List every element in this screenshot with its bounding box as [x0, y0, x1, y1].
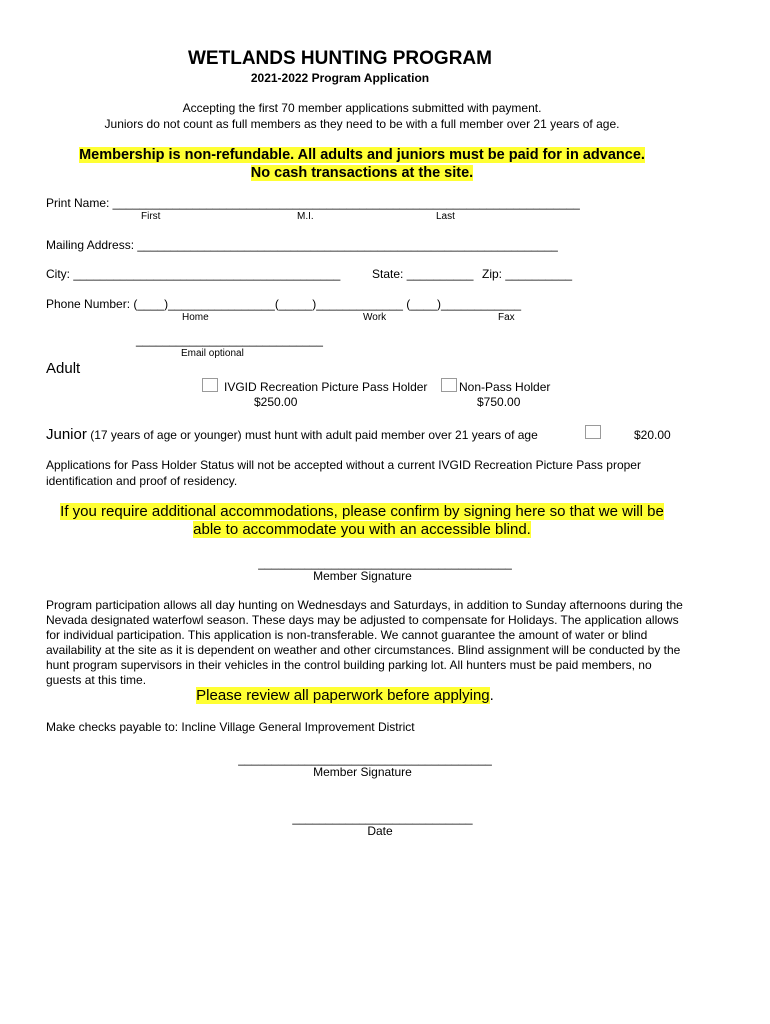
junior-price: $20.00 — [634, 428, 671, 442]
print-name-mi-label: M.I. — [297, 211, 314, 222]
junior-checkbox[interactable] — [585, 425, 601, 439]
pass-holder-label: IVGID Recreation Picture Pass Holder — [224, 380, 428, 394]
junior-description: (17 years of age or younger) must hunt with adult paid member over 21 years of age — [86, 428, 538, 442]
pass-holder-checkbox[interactable] — [202, 378, 218, 392]
page-subtitle: 2021-2022 Program Application — [250, 71, 430, 85]
print-name-first-label: First — [141, 211, 161, 222]
checks-payable: Make checks payable to: Incline Village General Improvement District — [46, 720, 415, 734]
print-name-last-label: Last — [436, 211, 455, 222]
notice-block — [0, 146, 724, 182]
page-title: WETLANDS HUNTING PROGRAM — [188, 48, 492, 69]
zip-field[interactable]: Zip: __________ — [482, 267, 573, 281]
non-pass-holder-label: Non-Pass Holder — [459, 380, 551, 394]
pass-note-line-2: identification and proof of residency. — [46, 474, 238, 488]
accommodation-block — [0, 503, 724, 539]
print-name-field[interactable]: Print Name: ______________________________________________________________________ — [46, 196, 580, 210]
member-signature-1-line[interactable]: ______________________________________ — [258, 556, 512, 570]
program-description: Program participation allows all day hunting on Wednesdays and Saturdays, in addition to Sunday afternoons during the Nevada designated waterfowl season. These days may be adjusted to compensate for Holidays. The application allows for individual participation. This application is non-transferable. We cannot guarantee the amount of water or blind availability at the site as it is dependent on weather and other circumstances. Blind assignment will be conducted by the hunt program supervisors in their vehicles in the control building parking lot. All hunters must be paid members, no guests at this time. — [46, 598, 683, 687]
accommodation-line-1: If you require additional accommodations, please confirm by signing here so that we will be — [60, 503, 664, 520]
date-line[interactable]: ___________________________ — [292, 811, 473, 825]
member-signature-2-label: Member Signature — [313, 765, 412, 779]
pass-holder-price: $250.00 — [254, 395, 298, 409]
city-field[interactable]: City: ________________________________________ — [46, 267, 341, 281]
mailing-address-field[interactable]: Mailing Address: _______________________________________________________________ — [46, 238, 558, 252]
state-field[interactable]: State: __________ — [372, 267, 474, 281]
email-optional-label: Email optional — [181, 348, 244, 359]
review-notice-period: . — [489, 687, 494, 704]
non-pass-holder-price: $750.00 — [477, 395, 521, 409]
non-pass-holder-checkbox[interactable] — [441, 378, 457, 392]
junior-row — [46, 426, 538, 444]
phone-home-label: Home — [182, 312, 209, 323]
email-field[interactable]: ____________________________ — [136, 333, 323, 347]
phone-field[interactable]: Phone Number: (____)________________(_____)_____________ (____)____________ — [46, 297, 522, 311]
junior-heading: Junior — [46, 426, 87, 443]
notice-line-1: Membership is non-refundable. All adults and juniors must be paid for in advance. — [79, 147, 645, 163]
review-notice-highlight: Please review all paperwork before applying — [196, 687, 490, 704]
member-signature-1-label: Member Signature — [313, 569, 412, 583]
date-label: Date — [367, 824, 393, 838]
accommodation-line-2: able to accommodate you with an accessible blind. — [193, 521, 531, 538]
phone-fax-label: Fax — [498, 312, 515, 323]
phone-work-label: Work — [363, 312, 387, 323]
adult-heading: Adult — [46, 360, 81, 377]
intro-line-1: Accepting the first 70 member applications submitted with payment. — [182, 101, 542, 115]
intro-line-2: Juniors do not count as full members as they need to be with a full member over 21 years of age. — [104, 117, 620, 131]
pass-note-line-1: Applications for Pass Holder Status will not be accepted without a current IVGID Recreation Picture Pass proper — [46, 458, 641, 472]
notice-line-2: No cash transactions at the site. — [250, 165, 474, 181]
review-notice — [0, 687, 690, 704]
member-signature-2-line[interactable]: ______________________________________ — [238, 752, 492, 766]
